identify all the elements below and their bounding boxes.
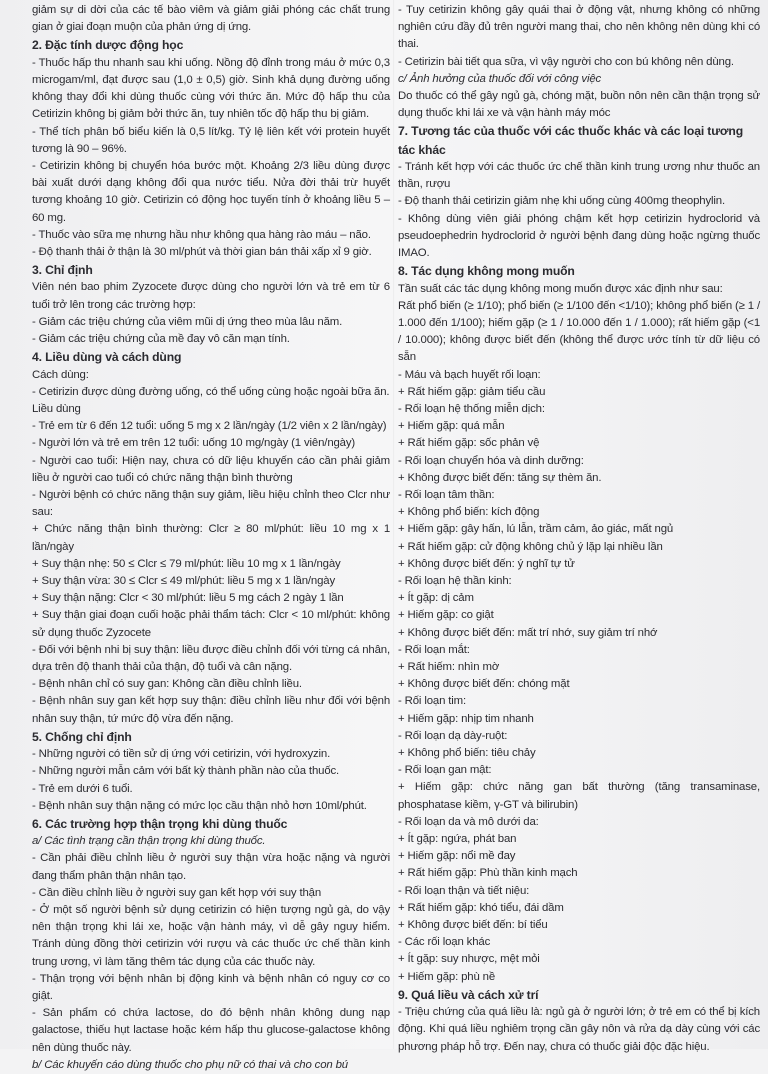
list-item: + Không được biết đến: chóng mặt	[398, 678, 570, 691]
list-item: + Không phổ biến: tiêu chảy	[398, 747, 536, 760]
subsection-heading: c/ Ảnh hưởng của thuốc đối với công việc	[398, 72, 602, 85]
list-item: - Bệnh nhân suy thận nặng có mức lọc cầu thận nhỏ hơn 10ml/phút.	[32, 799, 367, 812]
list-item: + Không phổ biến: kích động	[398, 506, 540, 519]
list-item: - Rối loạn hệ thần kinh:	[398, 574, 512, 587]
paragraph: - Thể tích phân bố biểu kiến là 0,5 lít/kg. Tỷ lệ liên kết với protein huyết tương là 90 – 96%.	[32, 125, 390, 155]
list-item: - Rối loạn chuyển hóa và dinh dưỡng:	[398, 454, 584, 467]
paragraph: Tần suất các tác dụng không mong muốn được xác định như sau:	[398, 282, 723, 295]
list-item: - Bệnh nhân suy gan kết hợp suy thận: điều chỉnh liều như đối với bệnh nhân suy thận, tứ mức độ vừa đến nặng.	[32, 695, 390, 725]
list-item: + Suy thận nhẹ: 50 ≤ Clcr ≤ 79 ml/phút: liều 10 mg x 1 lần/ngày	[32, 557, 341, 570]
list-item: + Ít gặp: suy nhược, mệt mỏi	[398, 953, 540, 966]
list-item: + Không được biết đến: tăng sự thèm ăn.	[398, 471, 602, 484]
list-item: - Không dùng viên giải phóng chậm kết hợp cetirizin hydroclorid và pseudoephedrin hydroclorid ở người bệnh đang dùng hoặc ngừng thuốc IMAO.	[398, 212, 760, 260]
list-item: - Rối loạn hệ thống miễn dịch:	[398, 402, 545, 415]
list-item: + Rất hiếm gặp: Phù thần kinh mạch	[398, 867, 578, 880]
section-7-heading: 7. Tương tác của thuốc với các thuốc khác và các loại tương tác khác	[398, 124, 743, 157]
list-item: - Rối loạn tim:	[398, 695, 467, 708]
list-item: + Rất hiếm gặp: giảm tiểu cầu	[398, 385, 546, 398]
list-item: - Tuy cetirizin không gây quái thai ở động vật, nhưng không có những nghiên cứu đầy đủ trên người mang thai, cho nên không nên dùng khi có thai.	[398, 4, 760, 51]
section-4-heading: 4. Liều dùng và cách dùng	[32, 350, 182, 365]
list-item: + Rất hiếm gặp: khó tiểu, đái dầm	[398, 901, 564, 914]
list-item: + Không được biết đến: bí tiểu	[398, 919, 548, 932]
paragraph: Viên nén bao phim Zyzocete được dùng cho người lớn và trẻ em từ 6 tuổi trở lên trong các trường hợp:	[32, 281, 390, 311]
list-item: - Rối loạn gan mật:	[398, 764, 492, 777]
list-item: + Rất hiếm: nhìn mờ	[398, 661, 500, 673]
list-item: - Người cao tuổi: Hiện nay, chưa có dữ liệu khuyến cáo cần phải giảm liều ở người cao tuổi có chức năng thận bình thường	[32, 454, 390, 484]
list-item: - Rối loạn tâm thần:	[398, 488, 495, 501]
list-item: - Các rối loạn khác	[398, 936, 491, 949]
list-item: - Rối loạn mắt:	[398, 643, 470, 656]
paragraph: - Cetirizin không bị chuyển hóa bước một. Khoảng 2/3 liều dùng được bài xuất dưới dạng không đổi qua nước tiểu. Nửa đời thải trừ huyết tương khoảng 10 giờ. Cetirizin có động học tuyến tính ở khoảng liều 5 – 60 mg.	[32, 159, 390, 224]
list-item: + Hiếm gặp: nổi mề đay	[398, 850, 516, 863]
paragraph: - Giảm các triệu chứng của mề đay vô căn mạn tính.	[32, 333, 290, 346]
list-item: - Cetirizin được dùng đường uống, có thể uống cùng hoặc ngoài bữa ăn.	[32, 385, 390, 398]
list-item: + Rất hiếm gặp: sốc phản vệ	[398, 437, 540, 450]
section-9-heading: 9. Quá liều và cách xử trí	[398, 987, 539, 1002]
subsection-heading: b/ Các khuyến cáo dùng thuốc cho phụ nữ có thai và cho con bú	[32, 1058, 348, 1071]
list-item: - Bệnh nhân chỉ có suy gan: Không cần điều chỉnh liều.	[32, 678, 302, 691]
list-item: + Suy thận nặng: Clcr < 30 ml/phút: liều 5 mg cách 2 ngày 1 lần	[32, 592, 344, 605]
list-item: - Rối loạn thận và tiết niệu:	[398, 884, 530, 897]
list-item: - Rối loạn da và mô dưới da:	[398, 815, 539, 828]
list-item: + Không được biết đến: ý nghĩ tự tử	[398, 557, 575, 570]
list-item: - Trẻ em dưới 6 tuổi.	[32, 782, 133, 795]
left-column	[32, 2, 390, 1074]
list-item: + Suy thận giai đoạn cuối hoặc phải thẩm tách: Clcr < 10 ml/phút: không sử dụng thuốc Zyzocete	[32, 609, 390, 639]
section-6-heading: 6. Các trường hợp thận trọng khi dùng thuốc	[32, 816, 288, 831]
list-item: + Không được biết đến: mất trí nhớ, suy giảm trí nhớ	[398, 626, 658, 639]
list-item: - Những người có tiền sử dị ứng với cetirizin, với hydroxyzin.	[32, 748, 331, 761]
list-item: - Tránh kết hợp với các thuốc ức chế thần kinh trung ương như thuốc an thần, rượu	[398, 161, 760, 191]
list-item: Cách dùng:	[32, 368, 89, 381]
section-3-heading: 3. Chỉ định	[32, 263, 93, 278]
list-item: + Hiếm gặp: nhịp tim nhanh	[398, 712, 534, 725]
list-item: + Ít gặp: ngứa, phát ban	[398, 833, 517, 846]
section-8-heading: 8. Tác dụng không mong muốn	[398, 264, 575, 279]
list-item: - Cetirizin bài tiết qua sữa, vì vậy người cho con bú không nên dùng.	[398, 55, 734, 68]
list-item: + Hiếm gặp: phù nề	[398, 970, 496, 983]
list-item: + Chức năng thận bình thường: Clcr ≥ 80 ml/phút: liều 10 mg x 1 lần/ngày	[32, 523, 390, 553]
list-item: + Hiếm gặp: quá mẫn	[398, 420, 505, 433]
list-item: - Thận trọng với bệnh nhân bị động kinh và bệnh nhân có nguy cơ co giật.	[32, 972, 390, 1003]
list-item: - Đối với bệnh nhi bị suy thận: liều được điều chỉnh đối với từng cá nhân, dựa trên độ thanh thải của thận, độ tuổi và cân nặng.	[32, 643, 390, 673]
list-item: + Hiếm gặp: co giật	[398, 609, 494, 622]
list-item: - Trẻ em từ 6 đến 12 tuổi: uống 5 mg x 2 lần/ngày (1/2 viên x 2 lần/ngày)	[32, 420, 387, 433]
list-item: + Suy thận vừa: 30 ≤ Clcr ≤ 49 ml/phút: liều 5 mg x 1 lần/ngày	[32, 574, 336, 587]
list-item: + Hiếm gặp: chức năng gan bất thường (tăng transaminase, phosphatase kiềm, γ-GT và bilirubin)	[398, 781, 760, 811]
paragraph: Rất phổ biến (≥ 1/10); phổ biến (≥ 1/100 đến <1/10); không phổ biến (≥ 1 / 1.000 đến 1/100); hiếm gặp (≥ 1 / 10.000 đến 1 / 1.000); rất hiếm gặp (<1 / 10.000); không được biết đến (không thể được ước tính từ dữ liệu có sẵn	[398, 299, 760, 364]
section-5-heading: 5. Chống chỉ định	[32, 729, 132, 744]
paragraph: - Thuốc hấp thu nhanh sau khi uống. Nồng độ đỉnh trong máu ở mức 0,3 microgam/ml, đạt được sau (1,0 ± 0,5) giờ. Sinh khả dụng đường uống không thay đổi khi dùng thuốc cùng với thức ăn. Mức độ hấp thu của Cetirizin không bị giảm bởi thức ăn, tuy nhiên tốc độ hấp thu bị giảm.	[32, 56, 390, 121]
paragraph: - Độ thanh thải ở thận là 30 ml/phút và thời gian bán thải xấp xỉ 9 giờ.	[32, 245, 372, 258]
right-column	[398, 2, 760, 1056]
paper-fold	[393, 0, 395, 1049]
paragraph: - Triệu chứng của quá liều là: ngủ gà ở người lớn; ở trẻ em có thể bị kích động. Khi quá liều nghiêm trọng cần gây nôn và rửa dạ dày cùng với các phương pháp hỗ trợ. Đến nay, chưa có thuốc giải độc đặc hiệu.	[398, 1006, 760, 1053]
list-item: + Rất hiếm gặp: cử động không chủ ý lặp lại nhiều lần	[398, 540, 663, 553]
list-item: - Độ thanh thải cetirizin giảm nhẹ khi uống cùng 400mg theophylin.	[398, 195, 725, 208]
list-item: - Sản phẩm có chứa lactose, do đó bệnh nhân không dung nạp galactose, thiếu hụt lactase hoặc kém hấp thu glucose-galactose không nên dùng thuốc này.	[32, 1007, 390, 1054]
intro-paragraph: giảm sự di dời của các tế bào viêm và giảm giải phóng các chất trung gian ở giai đoạn muộn của phản ứng dị ứng.	[32, 4, 390, 34]
section-2-heading: 2. Đặc tính dược động học	[32, 38, 184, 53]
list-item: - Rối loạn dạ dày-ruột:	[398, 729, 508, 742]
list-item: + Hiếm gặp: gây hấn, lú lẫn, trầm cảm, ảo giác, mất ngủ	[398, 523, 674, 536]
list-item: - Người bệnh có chức năng thận suy giảm, liều hiệu chỉnh theo Clcr như sau:	[32, 488, 390, 519]
subsection-heading: a/ Các tình trạng cần thận trọng khi dùng thuốc.	[32, 835, 266, 848]
paragraph: Do thuốc có thể gây ngủ gà, chóng mặt, buồn nôn nên cần thận trọng sử dụng thuốc khi lái xe và vận hành máy móc	[398, 90, 760, 120]
list-item: + Ít gặp: dị cảm	[398, 592, 474, 605]
paragraph: - Giảm các triệu chứng của viêm mũi dị ứng theo mùa lâu năm.	[32, 315, 343, 328]
paragraph: - Thuốc vào sữa mẹ nhưng hầu như không qua hàng rào máu – não.	[32, 228, 371, 241]
list-item: Liều dùng	[32, 402, 81, 415]
list-item: - Cần điều chỉnh liều ở người suy gan kết hợp với suy thận	[32, 886, 322, 899]
list-item: - Những người mẫn cảm với bất kỳ thành phần nào của thuốc.	[32, 765, 340, 778]
list-item: - Cần phải điều chỉnh liều ở người suy thận vừa hoặc nặng và người đang thẩm phân thận nhân tạo.	[32, 852, 390, 882]
list-item: - Người lớn và trẻ em trên 12 tuổi: uống 10 mg/ngày (1 viên/ngày)	[32, 437, 356, 450]
list-item: - Máu và bạch huyết rối loạn:	[398, 368, 541, 381]
list-item: - Ở một số người bệnh sử dụng cetirizin có hiện tượng ngủ gà, do vậy nên thận trọng khi lái xe, hoặc vận hành máy, vì dễ gây nguy hiểm. Tránh dùng đồng thời cetirizin với rượu và các thuốc ức chế thần kinh trung ương, vì làm tăng thêm tác dụng của các thuốc này.	[32, 904, 390, 968]
